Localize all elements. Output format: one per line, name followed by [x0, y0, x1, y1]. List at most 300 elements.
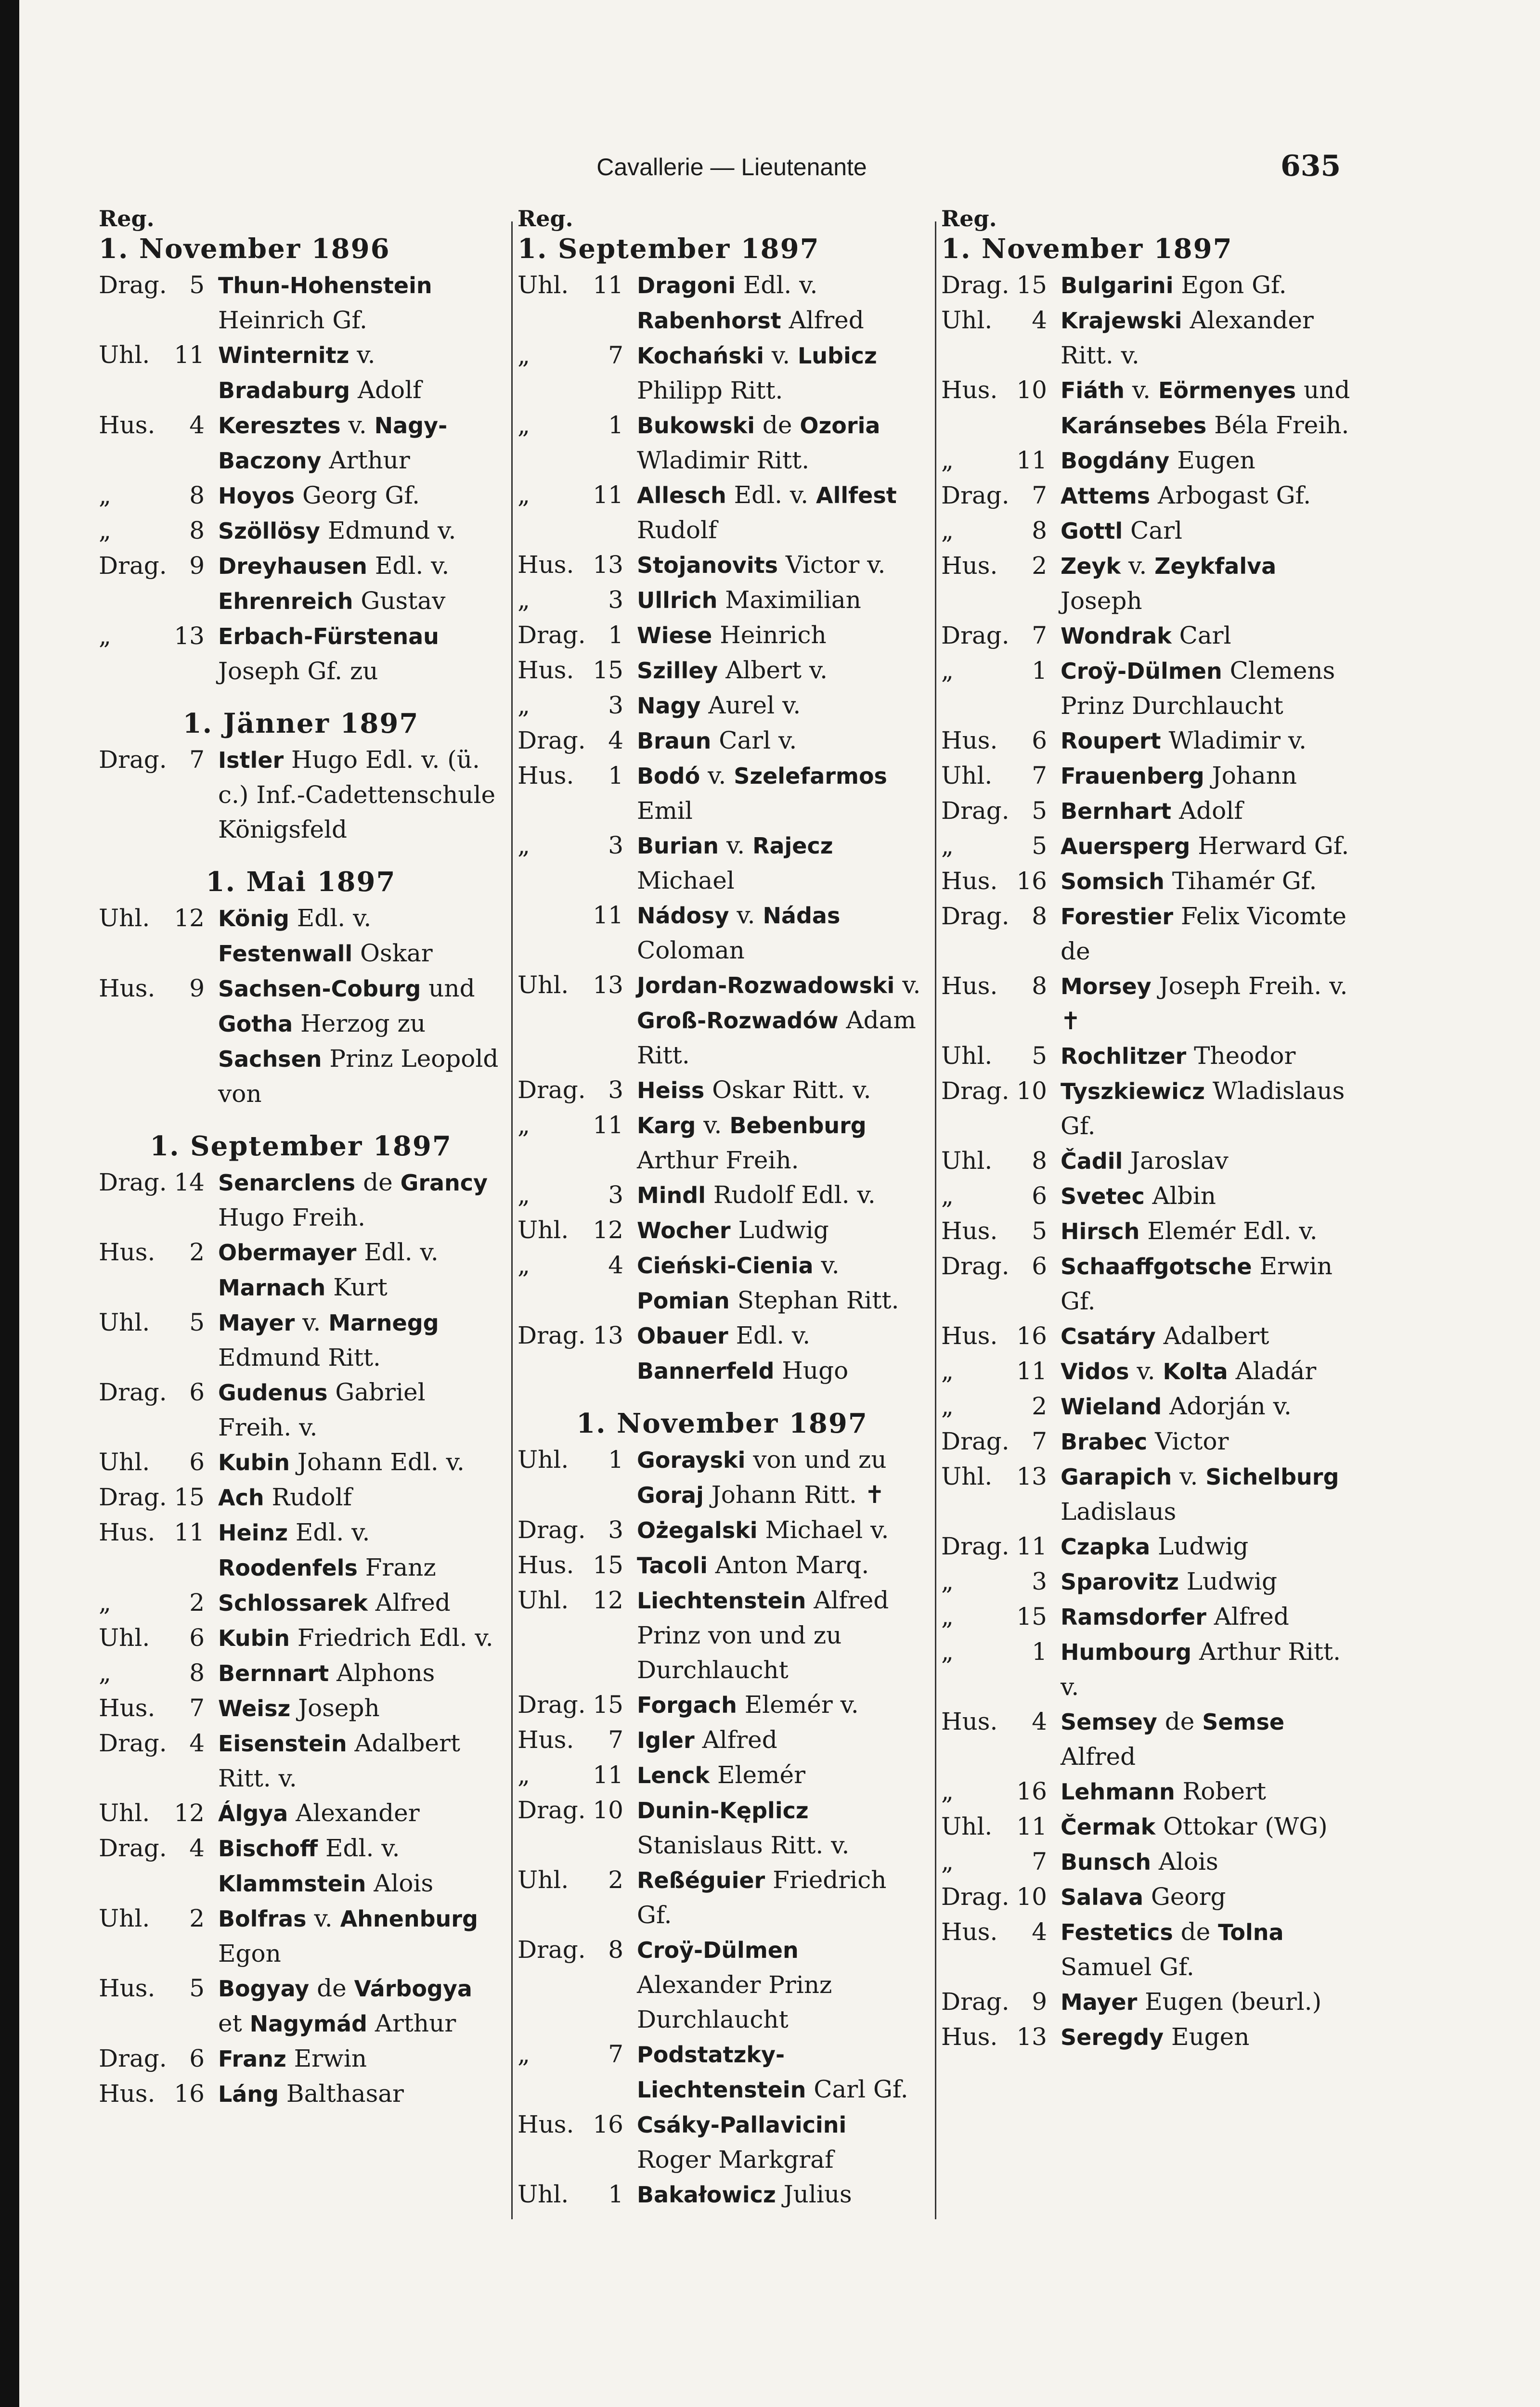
officer-name	[1061, 1038, 1360, 1074]
officer-name	[637, 723, 927, 758]
regiment-number: 11	[174, 1518, 205, 1546]
officer-entry	[99, 971, 503, 1111]
surname: Dunin-Kęplicz	[637, 1798, 809, 1824]
officer-entry	[941, 478, 1360, 513]
officer-name	[218, 337, 503, 408]
regiment-type: Drag.	[941, 271, 1009, 299]
surname: Croÿ-Dülmen	[637, 1937, 799, 1963]
name-detail: Alexander Prinz Durchlaucht	[637, 1971, 832, 2033]
surname: Ożegalski	[637, 1517, 758, 1543]
surname: Schaaffgotsche	[1061, 1254, 1252, 1280]
surname: Morsey	[1061, 973, 1152, 999]
surname: Weisz	[218, 1695, 291, 1721]
regiment-type: Hus.	[518, 551, 574, 579]
officer-entry	[941, 1879, 1360, 1915]
officer-entry	[518, 1213, 927, 1248]
regiment-number: 7	[608, 2040, 623, 2068]
surname: Bradaburg	[218, 377, 350, 403]
column-3	[941, 207, 1360, 2055]
regiment-type: Drag.	[518, 1691, 586, 1719]
section-date-heading: 1. November 1897	[941, 233, 1233, 265]
regiment-number: 1	[608, 411, 623, 439]
regiment-type: Uhl.	[518, 1866, 569, 1894]
officer-name	[1061, 373, 1360, 443]
officer-name	[218, 1480, 503, 1515]
surname: Festetics	[1061, 1919, 1173, 1945]
surname: Čermak	[1061, 1814, 1156, 1840]
officer-entry	[518, 1442, 927, 1513]
regiment-type: „	[518, 411, 530, 439]
name-detail: Samuel Gf.	[1061, 1953, 1194, 1981]
regiment-type: Drag.	[941, 1077, 1009, 1105]
name-detail: von und zu	[745, 1446, 887, 1474]
officer-name	[218, 1165, 503, 1235]
name-detail: de	[1157, 1708, 1203, 1735]
surname: Zeyk	[1061, 553, 1121, 579]
surname: Braun	[637, 728, 712, 754]
surname: Nagymád	[249, 2011, 367, 2037]
name-detail: Friedrich Edl. v.	[290, 1624, 493, 1652]
officer-name	[637, 898, 927, 968]
regiment-type: Uhl.	[518, 971, 569, 999]
name-detail: Stephan Ritt.	[729, 1286, 899, 1314]
regiment-type: Hus.	[99, 1238, 155, 1266]
regiment-type: „	[941, 1567, 954, 1595]
surname: Sparovitz	[1061, 1569, 1179, 1595]
officer-entry	[941, 1529, 1360, 1564]
name-detail: Gustav	[353, 587, 446, 615]
officer-entry	[518, 653, 927, 688]
regiment-type: Drag.	[941, 481, 1009, 509]
name-detail: Arthur Freih.	[637, 1146, 799, 1174]
officer-name	[637, 1932, 927, 2037]
surname: Humbourg	[1061, 1639, 1192, 1665]
officer-entry	[518, 478, 927, 547]
officer-entry	[941, 618, 1360, 653]
officer-entry	[941, 828, 1360, 864]
officer-name	[218, 1305, 503, 1375]
surname: Kochański	[637, 343, 764, 369]
regiment-type: Uhl.	[99, 1308, 150, 1336]
officer-name	[637, 547, 927, 582]
officer-entry	[518, 2107, 927, 2177]
surname: Marnach	[218, 1275, 326, 1301]
regiment-number: 4	[608, 726, 623, 754]
surname: Forgach	[637, 1692, 737, 1718]
surname: Karánsebes	[1061, 413, 1207, 439]
surname: Forestier	[1061, 904, 1174, 930]
surname: Senarclens	[218, 1170, 356, 1196]
regiment-number: 2	[189, 1238, 205, 1266]
officer-name	[1061, 2019, 1360, 2055]
regiment-number: 8	[189, 517, 205, 544]
officer-entry	[941, 1354, 1360, 1389]
officer-name	[637, 2037, 927, 2107]
surname: Csáky-Pallavicini	[637, 2112, 847, 2138]
regiment-type: „	[99, 622, 111, 650]
name-detail: Aurel v.	[700, 691, 801, 719]
surname: Marnegg	[328, 1310, 439, 1336]
officer-entry	[99, 408, 503, 478]
officer-entry	[99, 742, 503, 847]
surname: Lehmann	[1061, 1779, 1175, 1805]
regiment-type: „	[99, 1589, 111, 1617]
officer-name	[1061, 618, 1360, 653]
regiment-type: Drag.	[941, 1988, 1009, 2016]
officer-name	[1061, 1354, 1360, 1389]
regiment-type: Drag.	[518, 1796, 586, 1824]
regiment-type: Uhl.	[941, 1042, 993, 1070]
regiment-number: 11	[174, 341, 205, 369]
name-detail: Tihamér Gf.	[1164, 867, 1317, 895]
officer-name	[1061, 548, 1360, 618]
regiment-type: Drag.	[518, 1516, 586, 1544]
name-detail: Edl. v.	[735, 271, 818, 299]
regiment-type: Drag.	[941, 797, 1009, 825]
officer-name	[1061, 1564, 1360, 1599]
officer-name	[1061, 1984, 1360, 2019]
name-detail: Edl. v.	[367, 552, 450, 580]
surname: Bogdány	[1061, 448, 1170, 474]
name-detail: Theodor	[1186, 1042, 1296, 1070]
officer-name	[1061, 899, 1360, 969]
regiment-number: 16	[593, 2110, 623, 2138]
regiment-type: „	[941, 1848, 954, 1876]
regiment-number: 14	[174, 1168, 205, 1196]
officer-name	[637, 478, 927, 547]
regiment-type: Uhl.	[99, 1799, 150, 1827]
name-detail: Prinz Leopold von	[218, 1045, 499, 1108]
surname: Tolna	[1218, 1919, 1284, 1945]
regiment-number: 11	[593, 1761, 623, 1789]
column-2	[518, 207, 927, 2212]
name-detail: Ludwig	[1150, 1532, 1249, 1560]
name-detail: Herward Gf.	[1190, 832, 1349, 860]
officer-entry	[941, 443, 1360, 478]
name-detail: Robert	[1175, 1777, 1266, 1805]
regiment-number: 15	[593, 1691, 623, 1719]
surname: König	[218, 906, 289, 932]
regiment-number: 1	[608, 762, 623, 789]
surname: Láng	[218, 2081, 279, 2107]
surname: Dragoni	[637, 272, 736, 298]
name-detail: Adalbert	[1155, 1322, 1269, 1350]
regiment-number: 13	[593, 971, 623, 999]
regiment-type: „	[941, 1638, 954, 1666]
regiment-number: 15	[1016, 1603, 1047, 1631]
name-detail: Edmund v.	[320, 517, 456, 544]
regiment-number: 6	[1032, 1182, 1047, 1210]
name-detail: Alois	[366, 1869, 434, 1897]
name-detail: Edl. v.	[318, 1834, 400, 1862]
regiment-number: 3	[1032, 1567, 1047, 1595]
regiment-number: 4	[189, 1729, 205, 1757]
name-detail: v.	[349, 341, 375, 369]
name-detail: Béla Freih.	[1206, 411, 1349, 439]
surname: Groß-Rozwadów	[637, 1008, 839, 1034]
officer-entry	[518, 828, 927, 898]
officer-name	[637, 1213, 927, 1248]
name-detail: Roger Markgraf	[637, 2146, 834, 2174]
regiment-type: „	[518, 341, 530, 369]
regiment-number: 5	[189, 1974, 205, 2002]
column-1	[99, 207, 503, 2111]
officer-name	[218, 619, 503, 688]
name-detail: Hugo Freih.	[218, 1204, 366, 1231]
officer-entry	[99, 1585, 503, 1620]
surname: Czapka	[1061, 1534, 1151, 1560]
regiment-number: 11	[593, 271, 623, 299]
officer-name	[218, 478, 503, 513]
surname: Pomian	[637, 1288, 730, 1314]
name-detail: Michael v.	[757, 1516, 889, 1544]
officer-entry	[518, 618, 927, 653]
regiment-type: Hus.	[941, 1708, 998, 1735]
regiment-type: Hus.	[941, 552, 998, 580]
regiment-type: Drag.	[941, 902, 1009, 930]
name-detail: Rudolf Edl. v.	[706, 1181, 876, 1209]
officer-name	[218, 513, 503, 548]
name-detail: Alfred	[694, 1726, 777, 1754]
regiment-type: Hus.	[99, 974, 155, 1002]
surname: Karg	[637, 1113, 696, 1139]
surname: Rochlitzer	[1061, 1043, 1187, 1069]
regiment-type: Drag.	[99, 1834, 167, 1862]
regiment-number: 7	[1032, 621, 1047, 649]
officer-entry	[99, 1235, 503, 1305]
name-detail: Egon Gf.	[1173, 271, 1287, 299]
officer-entry	[99, 1445, 503, 1480]
surname: Tacoli	[637, 1553, 708, 1579]
regiment-type: Uhl.	[99, 1448, 150, 1476]
name-detail: Alois	[1151, 1848, 1218, 1876]
officer-name	[218, 742, 503, 847]
officer-entry	[99, 337, 503, 408]
surname: Wocher	[637, 1217, 731, 1243]
name-detail: Erwin Gf.	[1061, 1252, 1333, 1315]
officer-entry	[99, 1726, 503, 1796]
name-detail: de	[755, 411, 800, 439]
name-detail: v.	[719, 831, 753, 859]
regiment-type: Drag.	[99, 1483, 167, 1511]
regiment-number: 4	[189, 411, 205, 439]
officer-entry	[518, 758, 927, 828]
surname: Ozoria	[800, 413, 880, 439]
surname: Attems	[1061, 483, 1151, 509]
officer-name	[1061, 1424, 1360, 1459]
officer-entry	[941, 1214, 1360, 1249]
surname: Lenck	[637, 1762, 710, 1788]
officer-name	[1061, 723, 1360, 758]
surname: Mindl	[637, 1182, 706, 1208]
surname: Szilley	[637, 658, 718, 684]
officer-entry	[941, 268, 1360, 303]
officer-name	[218, 901, 503, 971]
surname: Mayer	[1061, 1989, 1138, 2015]
surname: Wondrak	[1061, 623, 1172, 649]
officer-name	[1061, 1809, 1360, 1844]
regiment-type: „	[518, 1181, 530, 1209]
officer-entry	[941, 899, 1360, 969]
regiment-type: „	[518, 481, 530, 509]
officer-name	[218, 2076, 503, 2111]
regiment-number: 10	[1016, 1077, 1047, 1105]
officer-name	[1061, 478, 1360, 513]
surname: Várbogya	[354, 1976, 472, 2002]
name-detail: Carl v.	[711, 726, 797, 754]
surname: Álgya	[218, 1800, 288, 1826]
surname: Ullrich	[637, 587, 718, 613]
name-detail: Joseph	[1061, 587, 1142, 615]
name-detail: Alfred	[367, 1589, 451, 1617]
surname: Stojanovits	[637, 552, 778, 578]
surname: Eisenstein	[218, 1731, 347, 1757]
officer-entry	[99, 1796, 503, 1831]
regiment-number: 11	[593, 901, 623, 929]
surname: Keresztes	[218, 413, 341, 439]
regiment-type: Hus.	[941, 1217, 998, 1245]
officer-entry	[941, 1038, 1360, 1074]
regiment-type: „	[941, 832, 954, 860]
name-detail: Eugen (beurl.)	[1137, 1988, 1322, 2016]
regiment-type: Uhl.	[99, 1904, 150, 1932]
officer-name	[637, 1687, 927, 1722]
surname: Klammstein	[218, 1871, 366, 1897]
name-detail: Alexander Ritt. v.	[1061, 306, 1314, 369]
name-detail: Oskar Ritt. v.	[704, 1076, 871, 1104]
name-detail: Edl. v.	[726, 481, 816, 509]
officer-name	[637, 1248, 927, 1318]
regiment-type: Uhl.	[99, 904, 150, 932]
officer-name	[637, 968, 927, 1073]
regiment-number: 5	[1032, 832, 1047, 860]
surname: Hirsch	[1061, 1218, 1140, 1244]
surname: Bolfras	[218, 1906, 307, 1932]
officer-entry	[941, 1984, 1360, 2019]
regiment-number: 11	[1016, 1532, 1047, 1560]
regiment-type: „	[99, 481, 111, 509]
officer-entry	[99, 268, 503, 337]
officer-name	[1061, 513, 1360, 548]
surname: Dreyhausen	[218, 553, 367, 579]
name-detail: Michael	[637, 867, 735, 894]
surname: Liechtenstein	[637, 1588, 806, 1614]
surname: Mayer	[218, 1310, 295, 1336]
surname: Bernnart	[218, 1660, 329, 1686]
officer-entry	[518, 1722, 927, 1758]
officer-name	[637, 408, 927, 478]
officer-name	[1061, 1634, 1360, 1704]
officer-name	[218, 548, 503, 619]
officer-name	[1061, 1178, 1360, 1214]
section-date-heading: 1. Mai 1897	[206, 866, 396, 898]
regiment-type: „	[941, 1357, 954, 1385]
officer-entry	[941, 1774, 1360, 1809]
officer-entry	[99, 2041, 503, 2076]
surname: Winternitz	[218, 342, 349, 368]
name-detail: Joseph Gf. zu	[218, 657, 378, 685]
regiment-number: 10	[1016, 1883, 1047, 1911]
regiment-type: Drag.	[99, 1168, 167, 1196]
officer-entry	[99, 1165, 503, 1235]
name-detail: Johann Edl. v.	[290, 1448, 465, 1476]
officer-entry	[941, 1178, 1360, 1214]
surname: Hoyos	[218, 483, 295, 509]
regiment-type: Hus.	[99, 1974, 155, 2002]
regiment-number: 4	[608, 1251, 623, 1279]
surname: Kubin	[218, 1625, 290, 1651]
reg-heading: Reg.	[99, 206, 155, 232]
officer-name	[218, 1515, 503, 1585]
officer-entry	[941, 1844, 1360, 1879]
officer-entry	[941, 2019, 1360, 2055]
officer-name	[218, 2041, 503, 2076]
officer-name	[218, 1656, 503, 1691]
name-detail: Wladimir v.	[1161, 726, 1307, 754]
name-detail: Ladislaus	[1061, 1498, 1177, 1526]
regiment-number: 1	[608, 1446, 623, 1474]
regiment-number: 6	[1032, 726, 1047, 754]
officer-name	[218, 1726, 503, 1796]
officer-entry	[941, 1704, 1360, 1774]
regiment-number: 13	[1016, 1462, 1047, 1490]
regiment-number: 5	[189, 271, 205, 299]
surname: Obermayer	[218, 1240, 357, 1266]
regiment-number: 10	[1016, 376, 1047, 404]
regiment-type: „	[518, 1761, 530, 1789]
officer-name	[637, 1108, 927, 1178]
officer-name	[1061, 1774, 1360, 1809]
officer-entry	[941, 1459, 1360, 1529]
name-detail: Elemér v.	[737, 1691, 859, 1719]
officer-entry	[99, 1375, 503, 1445]
name-detail: Adolf	[1171, 797, 1243, 825]
officer-name	[1061, 1844, 1360, 1879]
regiment-number: 3	[608, 1076, 623, 1104]
officer-name	[1061, 969, 1360, 1038]
officer-entry	[518, 1548, 927, 1583]
regiment-number: 5	[1032, 797, 1047, 825]
name-detail: Victor v.	[778, 551, 886, 579]
surname: Croÿ-Dülmen	[1061, 658, 1222, 684]
name-detail: Hugo Edl. v. (ü. c.) Inf.-Cadettenschule Königsfeld	[218, 746, 496, 843]
surname: Allfest	[816, 482, 897, 508]
name-detail: de	[309, 1974, 354, 2002]
officer-entry	[518, 582, 927, 618]
officer-entry	[518, 1793, 927, 1863]
regiment-type: Drag.	[518, 1321, 586, 1349]
section-date-heading: 1. November 1896	[99, 233, 390, 265]
name-detail: Carl	[1123, 517, 1182, 544]
officer-name	[1061, 1915, 1360, 1984]
officer-entry	[99, 1620, 503, 1656]
officer-name	[1061, 1319, 1360, 1354]
surname: Roodenfels	[218, 1555, 358, 1581]
name-detail: v.	[295, 1308, 329, 1336]
regiment-number: 16	[174, 2080, 205, 2108]
officer-entry	[518, 1073, 927, 1108]
surname: Auersperg	[1061, 833, 1191, 859]
officer-name	[218, 1235, 503, 1305]
surname: Svetec	[1061, 1183, 1145, 1209]
officer-entry	[518, 723, 927, 758]
name-detail: v.	[696, 1111, 730, 1139]
name-detail: Adam Ritt.	[637, 1006, 916, 1069]
name-detail: Ottokar (WG)	[1155, 1812, 1328, 1840]
surname: Garapich	[1061, 1464, 1172, 1490]
regiment-number: 7	[1032, 1848, 1047, 1876]
officer-entry	[941, 758, 1360, 793]
